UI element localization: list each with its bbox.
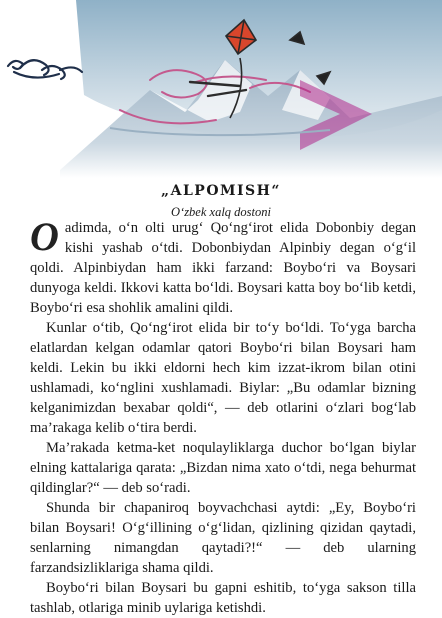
paragraph-2: Kunlar o‘tib, Qo‘ng‘irot elida bir to‘y bo‘ldi. To‘yga barcha elatlardan kelgan odamlar qatori Boybo‘ri bilan Boysari ham keldi. Lekin bu ikki eldorni hech kim izzat-ikrom bilan otini ushlamadi, ko‘nglini xushlamadi. Biylar: „Bu odamlar bizning kelganimizdan bexabar qoldi“, — deb otlarini o‘zlari bog‘lab ma’rakaga kelib o‘tira berdi.	[30, 320, 416, 436]
drop-cap: O	[30, 214, 59, 259]
paragraph-3: Ma’rakada ketma-ket noqulayliklarga duchor bo‘lgan biylar elning kattalariga qarata: „Bizdan nima xato o‘tdi, nega behurmat qildinglar?“ — deb so‘radi.	[30, 440, 416, 496]
story-text	[30, 214, 416, 618]
paragraph-1	[30, 214, 416, 318]
page-title: „ALPOMISH“	[161, 183, 281, 199]
page-subtitle: O‘zbek xalq dostoni	[171, 205, 271, 219]
paragraph-5: Boybo‘ri bilan Boysari bu gapni eshitib, to‘yga sakson tilla tashlab, otlariga minib uylariga ketishdi.	[30, 580, 416, 616]
paragraph-1-text: adimda, o‘n olti urug‘ Qo‘ng‘irot elida Dobonbiy degan kishi yashab o‘tdi. Dobonbiydan Alpinbiy degan o‘g‘il qoldi. Alpinbiydan ham ikki farzand: Boybo‘ri va Boysari dunyoga keldi. Ikkovi katta bo‘ldi. Boysari katta boy bo‘lib ketdi, Boybo‘ri esa shohlik amalini qildi.	[30, 220, 416, 316]
mountain-kites-illustration	[0, 0, 442, 178]
paragraph-4: Shunda bir chapaniroq boyvachchasi aytdi: „Ey, Boybo‘ri bilan Boysari! O‘g‘illining o‘g‘lidan, qizlining qizidan qaytadi, senlarning nimangdan qaytadi?!“ — deb ularning farzandsizliklariga shama qildi.	[30, 500, 416, 576]
